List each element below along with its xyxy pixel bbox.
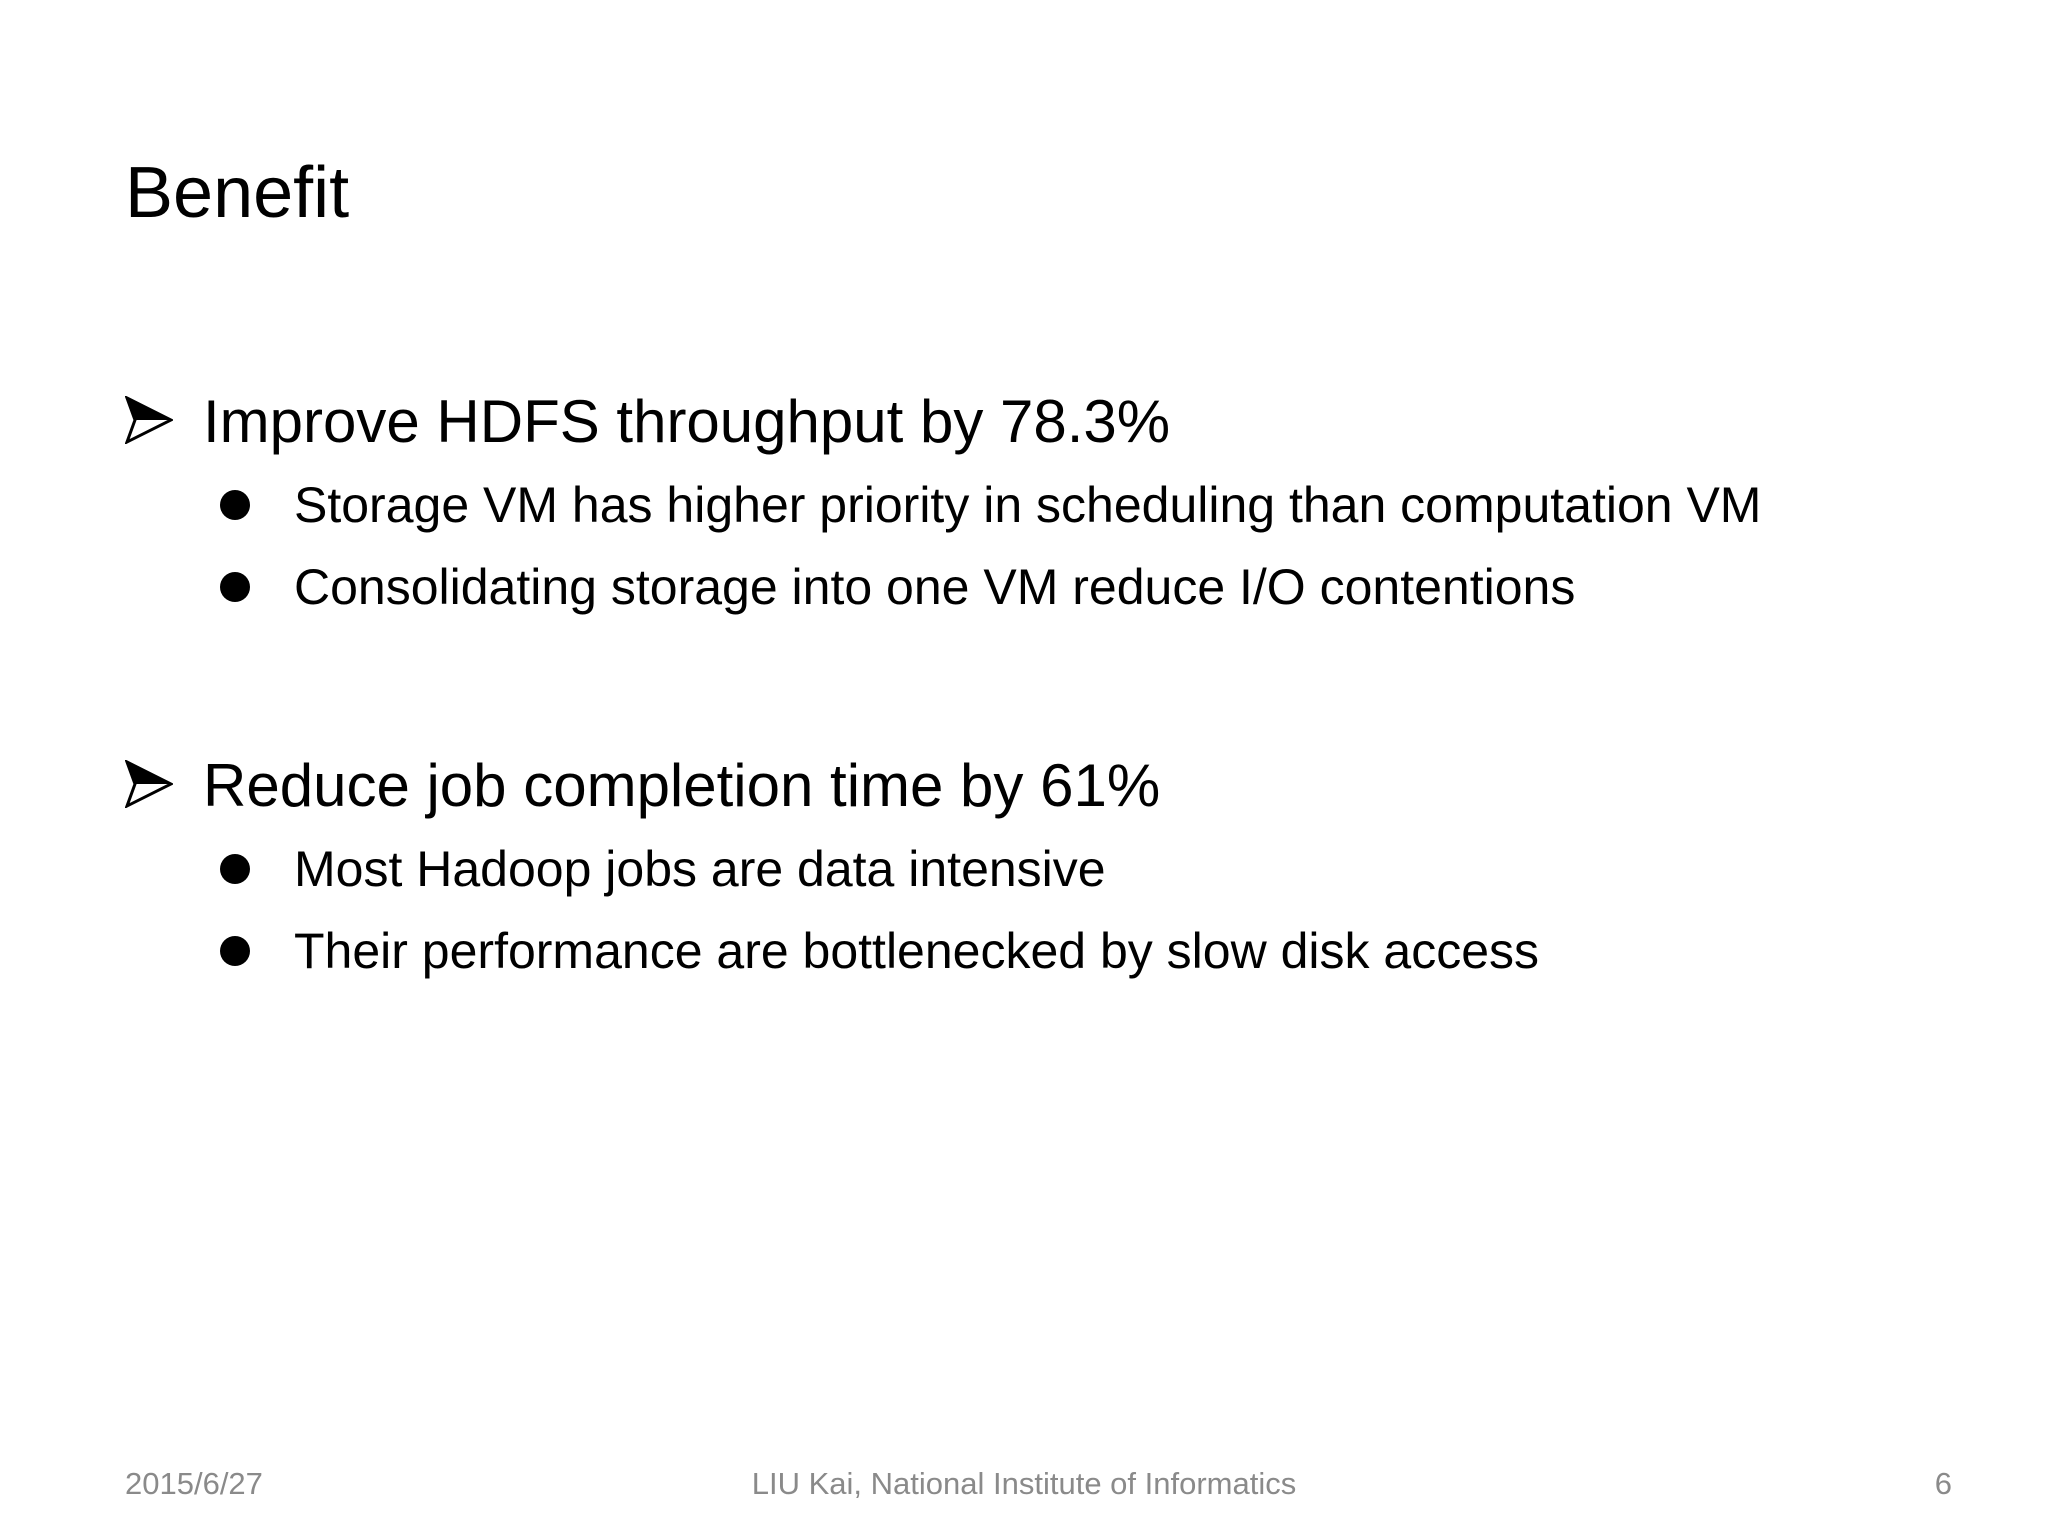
level1-bullet-item <box>125 746 2005 826</box>
level1-bullet-text: Improve HDFS throughput by 78.3% <box>203 388 1171 455</box>
arrowhead-bullet-icon <box>125 760 173 808</box>
level2-bullet-text: Storage VM has higher priority in scheduling than computation VM <box>294 477 1762 533</box>
level2-bullet-text: Consolidating storage into one VM reduce I/O contentions <box>294 559 1576 615</box>
level2-bullet-item <box>125 828 2005 910</box>
filled-circle-bullet-icon <box>220 490 250 520</box>
level1-bullet-text: Reduce job completion time by 61% <box>203 752 1161 819</box>
level2-bullet-text: Most Hadoop jobs are data intensive <box>294 841 1106 897</box>
slide-number: 6 <box>1934 1466 1952 1501</box>
slide-title: Benefit <box>125 153 350 233</box>
filled-circle-bullet-icon <box>220 936 250 966</box>
level2-bullet-text: Their performance are bottlenecked by slow disk access <box>294 923 1540 979</box>
level2-bullet-item <box>125 910 2005 992</box>
footer-author: LIU Kai, National Institute of Informatics <box>751 1466 1297 1501</box>
benefit-section-throughput <box>125 382 2005 628</box>
filled-circle-bullet-icon <box>220 572 250 602</box>
filled-circle-bullet-icon <box>220 854 250 884</box>
level2-bullet-item <box>125 546 2005 628</box>
arrowhead-bullet-icon <box>125 396 173 444</box>
benefit-section-completion-time <box>125 746 2005 992</box>
footer-date: 2015/6/27 <box>125 1466 263 1501</box>
level1-bullet-item <box>125 382 2005 462</box>
level2-bullet-item <box>125 464 2005 546</box>
